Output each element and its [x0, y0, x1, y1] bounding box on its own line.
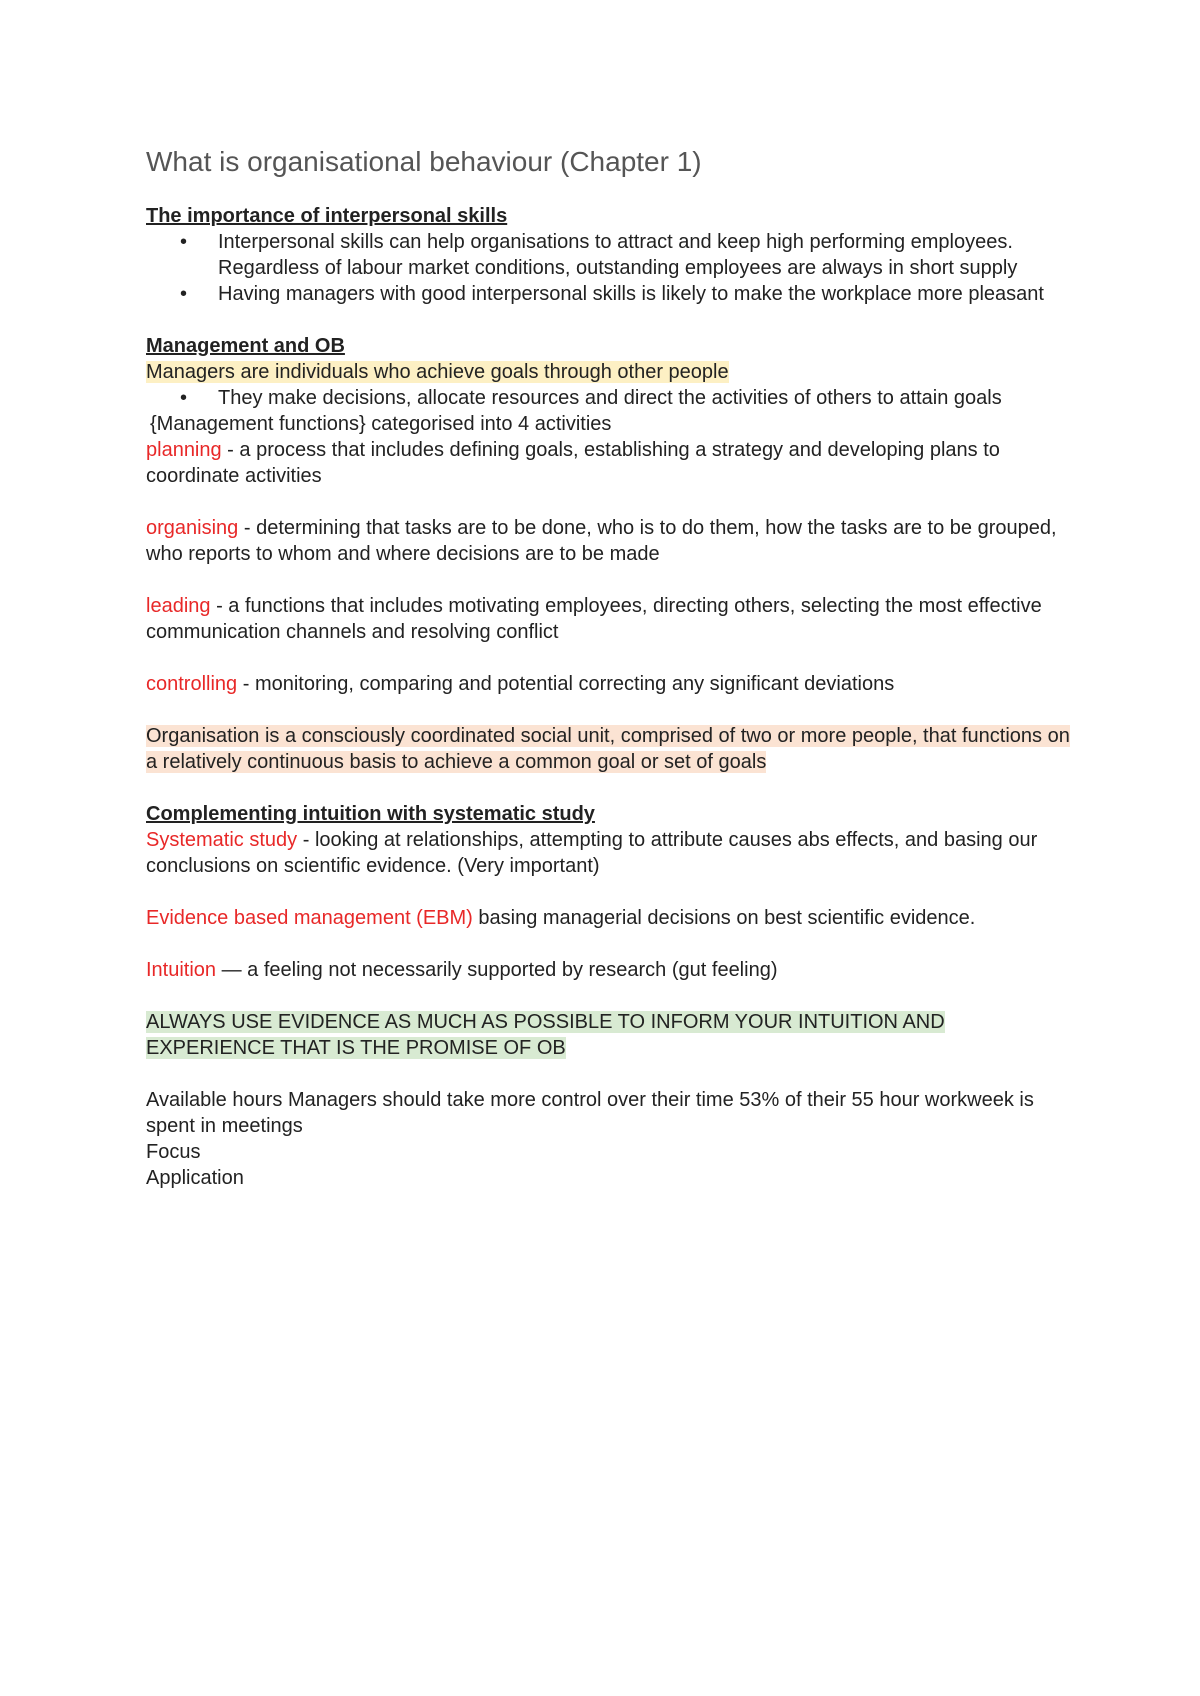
function-organising: organising - determining that tasks are to be done, who is to do them, how the tasks are to be grouped, who reports to whom and where decisions are to be made	[146, 517, 1057, 565]
section-heading-systematic-study: Complementing intuition with systematic study	[146, 803, 595, 825]
focus-label: Focus	[146, 1141, 201, 1163]
bullet-dot-icon: •	[180, 283, 188, 305]
organisation-definition: Organisation is a consciously coordinated social unit, comprised of two or more people, that functions on a relatively continuous basis to achieve a common goal or set of goals	[146, 725, 1070, 773]
bullet-dot-icon: •	[180, 231, 188, 253]
bullet-dot-icon: •	[180, 387, 188, 409]
managers-list	[146, 385, 1076, 411]
list-item: • They make decisions, allocate resources and direct the activities of others to attain goals	[180, 387, 1002, 409]
interpersonal-skills-list	[146, 229, 1076, 307]
management-functions-intro: {Management functions} categorised into 4 activities	[150, 413, 612, 435]
section-heading-interpersonal-skills: The importance of interpersonal skills	[146, 205, 508, 227]
list-item: • Interpersonal skills can help organisations to attract and keep high performing employees. Regardless of labour market conditions, outstanding employees are always in short supply	[180, 231, 1018, 279]
document-title: What is organisational behaviour (Chapter 1)	[146, 146, 702, 177]
term-systematic-study: Systematic study - looking at relationships, attempting to attribute causes abs effects, and basing our conclusions on scientific evidence. (Very important)	[146, 829, 1038, 877]
ob-promise-callout: ALWAYS USE EVIDENCE AS MUCH AS POSSIBLE TO INFORM YOUR INTUITION AND EXPERIENCE THAT IS THE PROMISE OF OB	[146, 1011, 945, 1059]
available-hours-note: Available hours Managers should take more control over their time 53% of their 55 hour workweek is spent in meetings	[146, 1089, 1034, 1137]
managers-definition: Managers are individuals who achieve goals through other people	[146, 361, 729, 383]
term-intuition: Intuition — a feeling not necessarily supported by research (gut feeling)	[146, 959, 778, 981]
function-controlling: controlling - monitoring, comparing and potential correcting any significant deviations	[146, 673, 895, 695]
term-ebm: Evidence based management (EBM) basing managerial decisions on best scientific evidence.	[146, 907, 976, 929]
application-label: Application	[146, 1167, 244, 1189]
function-planning: planning - a process that includes defining goals, establishing a strategy and developing plans to coordinate activities	[146, 439, 1000, 487]
section-heading-management: Management and OB	[146, 335, 345, 357]
function-leading: leading - a functions that includes motivating employees, directing others, selecting the most effective communication channels and resolving conflict	[146, 595, 1042, 643]
list-item: • Having managers with good interpersonal skills is likely to make the workplace more pleasant	[180, 283, 1044, 305]
document-body	[146, 145, 1076, 1191]
